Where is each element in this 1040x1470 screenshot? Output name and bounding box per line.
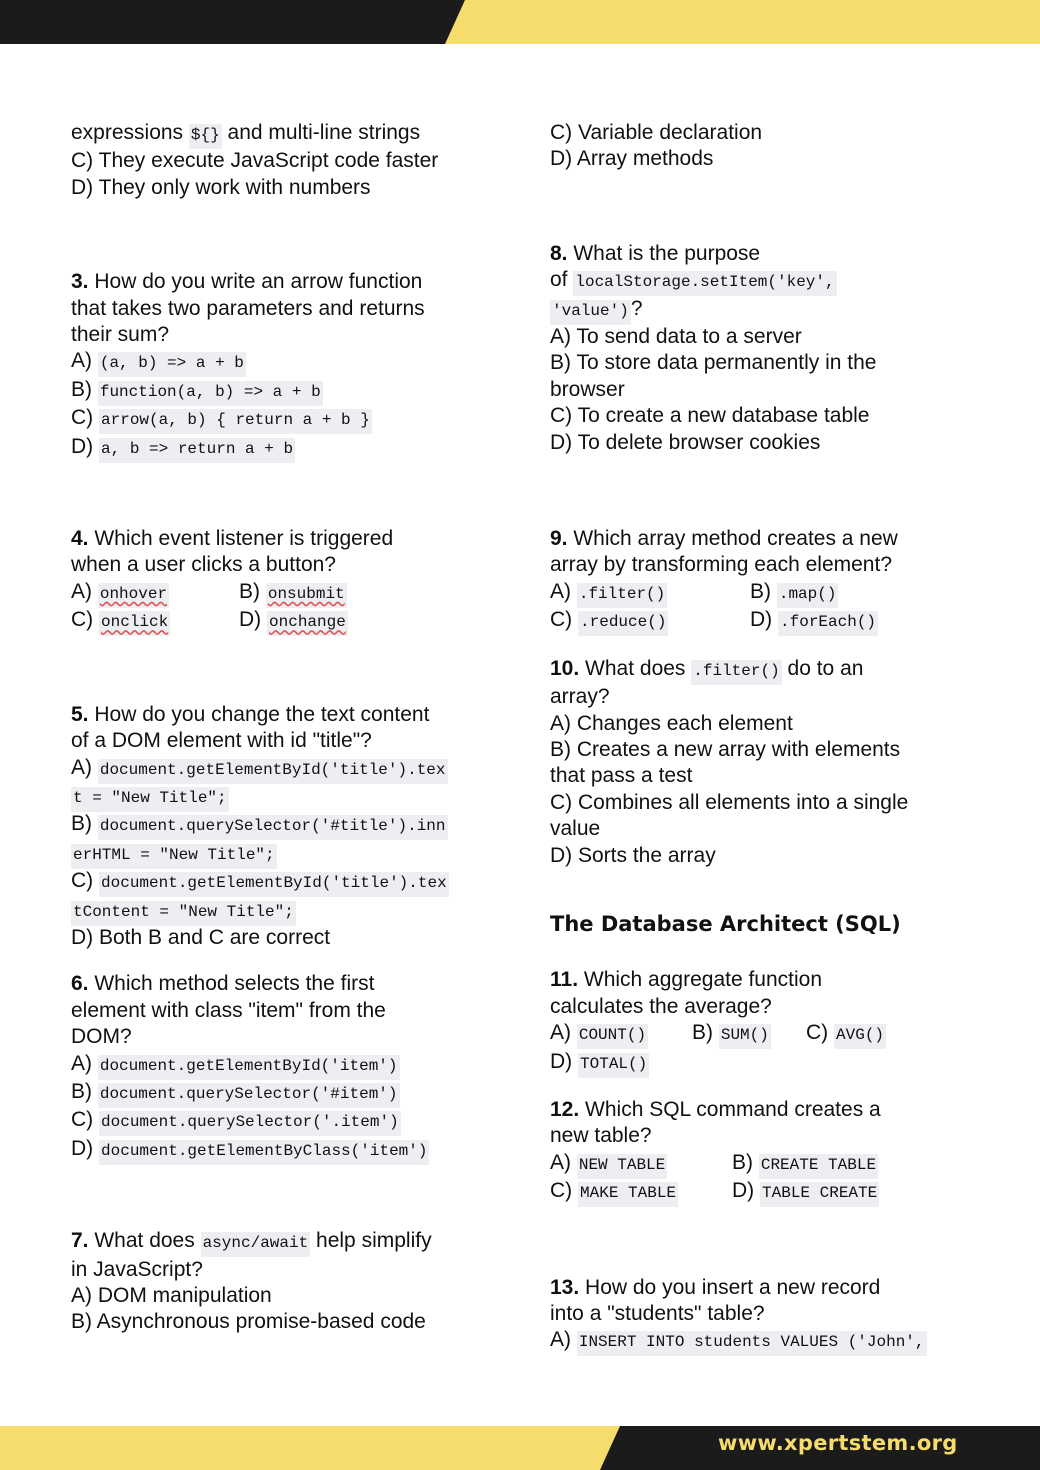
question-text: What does bbox=[88, 1229, 201, 1253]
question-text: array? bbox=[550, 685, 610, 709]
top-banner bbox=[0, 0, 1040, 44]
option-a: A) (a, b) => a + b bbox=[71, 348, 501, 376]
option-b: B) function(a, b) => a + b bbox=[71, 377, 501, 405]
code-snippet: document.getElementById('title').tex bbox=[99, 872, 449, 897]
question-number: 6. bbox=[71, 972, 89, 996]
question-text: of a DOM element with id "title"? bbox=[71, 729, 372, 753]
code-snippet: ${} bbox=[189, 124, 222, 149]
option-c: C) document.getElementById('title').tex bbox=[71, 868, 501, 896]
code-snippet: .reduce() bbox=[578, 611, 668, 636]
code-snippet: erHTML = "New Title"; bbox=[71, 844, 277, 869]
option-d: D) a, b => return a + b bbox=[71, 434, 501, 462]
question-text: How do you change the text content bbox=[88, 702, 430, 726]
question-9 bbox=[550, 526, 980, 636]
code-snippet: SUM() bbox=[719, 1024, 771, 1049]
option-c: value bbox=[550, 817, 601, 841]
option-a: A) onhover bbox=[71, 579, 239, 607]
question-text: expressions bbox=[71, 121, 189, 144]
section-title: The Database Architect (SQL) bbox=[550, 911, 901, 936]
option-b: B) onsubmit bbox=[239, 579, 347, 607]
code-snippet: AVG() bbox=[834, 1024, 886, 1049]
option-a: A) Changes each element bbox=[550, 711, 793, 735]
option-b: B) document.querySelector('#item') bbox=[71, 1079, 501, 1107]
question-text: Which method selects the first bbox=[88, 972, 375, 996]
code-snippet: .forEach() bbox=[778, 611, 878, 636]
option-b: B) Asynchronous promise-based code bbox=[71, 1310, 426, 1334]
question-text: in JavaScript? bbox=[71, 1257, 203, 1281]
question-11 bbox=[550, 967, 980, 1077]
option-b: B) .map() bbox=[750, 579, 838, 607]
question-text: DOM? bbox=[71, 1025, 132, 1049]
question-text: How do you write an arrow function bbox=[88, 270, 423, 294]
question-text: into a "students" table? bbox=[550, 1302, 765, 1325]
question-2-continued bbox=[71, 120, 501, 201]
question-5 bbox=[71, 702, 501, 952]
question-4 bbox=[71, 526, 501, 636]
question-6 bbox=[71, 971, 501, 1164]
option-c: C) MAKE TABLE bbox=[550, 1178, 732, 1206]
option-a: A) DOM manipulation bbox=[71, 1284, 272, 1307]
code-snippet: INSERT INTO students VALUES ('John', bbox=[577, 1331, 927, 1356]
code-snippet: document.querySelector('#item') bbox=[98, 1083, 400, 1108]
option-c: C) To create a new database table bbox=[550, 404, 870, 428]
option-d: D) onchange bbox=[239, 607, 348, 635]
option-d: D) Both B and C are correct bbox=[71, 925, 331, 949]
option-c: C) They execute JavaScript code faster bbox=[71, 149, 439, 173]
option-d: D) Sorts the array bbox=[550, 843, 716, 867]
code-snippet: arrow(a, b) { return a + b } bbox=[99, 409, 372, 434]
code-snippet: .filter() bbox=[691, 660, 781, 685]
code-snippet: MAKE TABLE bbox=[578, 1182, 678, 1207]
question-text: Which aggregate function bbox=[578, 968, 823, 992]
question-number: 4. bbox=[71, 527, 89, 551]
question-text: What does bbox=[579, 656, 692, 680]
question-text: Which array method creates a new bbox=[567, 527, 898, 551]
code-snippet: .filter() bbox=[577, 583, 667, 608]
code-snippet: document.getElementById('item') bbox=[98, 1055, 400, 1080]
question-text: Which SQL command creates a bbox=[579, 1097, 881, 1121]
option-d: D) To delete browser cookies bbox=[550, 430, 821, 454]
code-snippet: CREATE TABLE bbox=[759, 1154, 878, 1179]
question-text: Which event listener is triggered bbox=[88, 527, 394, 551]
option-b: B) SUM() bbox=[692, 1020, 806, 1048]
question-text: new table? bbox=[550, 1124, 652, 1148]
question-text: of bbox=[550, 268, 574, 292]
option-b: that pass a test bbox=[550, 764, 693, 788]
option-a: A) document.getElementById('title').tex bbox=[71, 755, 501, 783]
option-d: D) Array methods bbox=[550, 147, 714, 171]
question-number: 10. bbox=[550, 656, 580, 680]
question-text: element with class "item" from the bbox=[71, 998, 386, 1022]
code-snippet: (a, b) => a + b bbox=[98, 352, 246, 377]
option-c: C) arrow(a, b) { return a + b } bbox=[71, 405, 501, 433]
option-a: A) .filter() bbox=[550, 579, 750, 607]
question-number: 8. bbox=[550, 241, 568, 265]
option-b: B) document.querySelector('#title').inn bbox=[71, 811, 501, 839]
question-number: 3. bbox=[71, 270, 89, 294]
question-text: calculates the average? bbox=[550, 994, 772, 1018]
question-text: help simplify bbox=[310, 1229, 432, 1253]
option-d: D) TOTAL() bbox=[550, 1049, 980, 1077]
question-text: array by transforming each element? bbox=[550, 553, 892, 577]
code-snippet: TOTAL() bbox=[578, 1053, 649, 1078]
code-snippet: document.getElementByClass('item') bbox=[99, 1140, 429, 1165]
question-8: 8. What is the purpose of localStorage.setItem('key', 'value')? A) To send data to a server B) To store data permanently in the browser C) To create a new database table D) To delete browser cookies bbox=[550, 241, 980, 456]
option-c: C) document.querySelector('.item') bbox=[71, 1107, 501, 1135]
question-number: 5. bbox=[71, 702, 89, 726]
code-snippet: document.getElementById('title').tex bbox=[98, 759, 448, 784]
code-snippet: 'value') bbox=[550, 300, 631, 325]
option-a: A) NEW TABLE bbox=[550, 1150, 732, 1178]
code-snippet: onchange bbox=[267, 611, 348, 636]
option-a: A) COUNT() bbox=[550, 1020, 692, 1048]
code-snippet: onhover bbox=[98, 583, 169, 608]
question-10 bbox=[550, 656, 980, 869]
code-snippet: t = "New Title"; bbox=[71, 787, 229, 812]
code-snippet: onclick bbox=[99, 611, 170, 636]
option-b: B) CREATE TABLE bbox=[732, 1150, 878, 1178]
option-c: C) AVG() bbox=[806, 1020, 886, 1048]
question-7-continued bbox=[550, 120, 980, 173]
question-12 bbox=[550, 1097, 980, 1207]
option-a: A) document.getElementById('item') bbox=[71, 1051, 501, 1079]
code-snippet: function(a, b) => a + b bbox=[98, 381, 323, 406]
code-snippet: async/await bbox=[201, 1232, 311, 1257]
question-text: What is the purpose bbox=[567, 241, 761, 265]
option-c: C) .reduce() bbox=[550, 607, 750, 635]
question-13 bbox=[550, 1275, 980, 1356]
code-snippet: localStorage.setItem('key', bbox=[573, 271, 836, 296]
option-d: D) TABLE CREATE bbox=[732, 1178, 879, 1206]
option-d: D) document.getElementByClass('item') bbox=[71, 1136, 501, 1164]
option-d: D) .forEach() bbox=[750, 607, 878, 635]
option-a: A) To send data to a server bbox=[550, 325, 802, 349]
question-text: and multi-line strings bbox=[221, 121, 421, 144]
question-7 bbox=[71, 1228, 501, 1336]
code-snippet: a, b => return a + b bbox=[99, 438, 295, 463]
code-snippet: onsubmit bbox=[266, 583, 347, 608]
right-column bbox=[550, 120, 980, 1356]
option-b: B) To store data permanently in the bbox=[550, 351, 877, 375]
question-text: their sum? bbox=[71, 323, 170, 347]
option-d: D) They only work with numbers bbox=[71, 175, 371, 199]
code-snippet: .map() bbox=[777, 583, 839, 608]
question-number: 9. bbox=[550, 527, 568, 551]
question-text: when a user clicks a button? bbox=[71, 553, 336, 577]
question-text: that takes two parameters and returns bbox=[71, 296, 425, 320]
question-number: 13. bbox=[550, 1275, 580, 1299]
code-snippet: NEW TABLE bbox=[577, 1154, 667, 1179]
question-text: do to an bbox=[781, 656, 864, 680]
question-number: 12. bbox=[550, 1097, 580, 1121]
code-snippet: tContent = "New Title"; bbox=[71, 901, 296, 926]
question-text: How do you insert a new record bbox=[579, 1275, 881, 1299]
option-a: A) INSERT INTO students VALUES ('John', bbox=[550, 1327, 980, 1355]
code-snippet: document.querySelector('#title').inn bbox=[98, 815, 448, 840]
website-link[interactable]: www.xpertstem.org bbox=[718, 1431, 958, 1455]
option-c: C) onclick bbox=[71, 607, 239, 635]
code-snippet: TABLE CREATE bbox=[760, 1182, 879, 1207]
code-snippet: document.querySelector('.item') bbox=[99, 1111, 401, 1136]
question-number: 7. bbox=[71, 1229, 89, 1253]
left-column bbox=[71, 120, 501, 1336]
option-c: C) Variable declaration bbox=[550, 121, 763, 144]
option-c: C) Combines all elements into a single bbox=[550, 790, 909, 814]
question-3 bbox=[71, 269, 501, 462]
code-snippet: COUNT() bbox=[577, 1024, 648, 1049]
option-b: B) Creates a new array with elements bbox=[550, 737, 901, 761]
question-number: 11. bbox=[550, 968, 579, 992]
option-b: browser bbox=[550, 377, 625, 401]
